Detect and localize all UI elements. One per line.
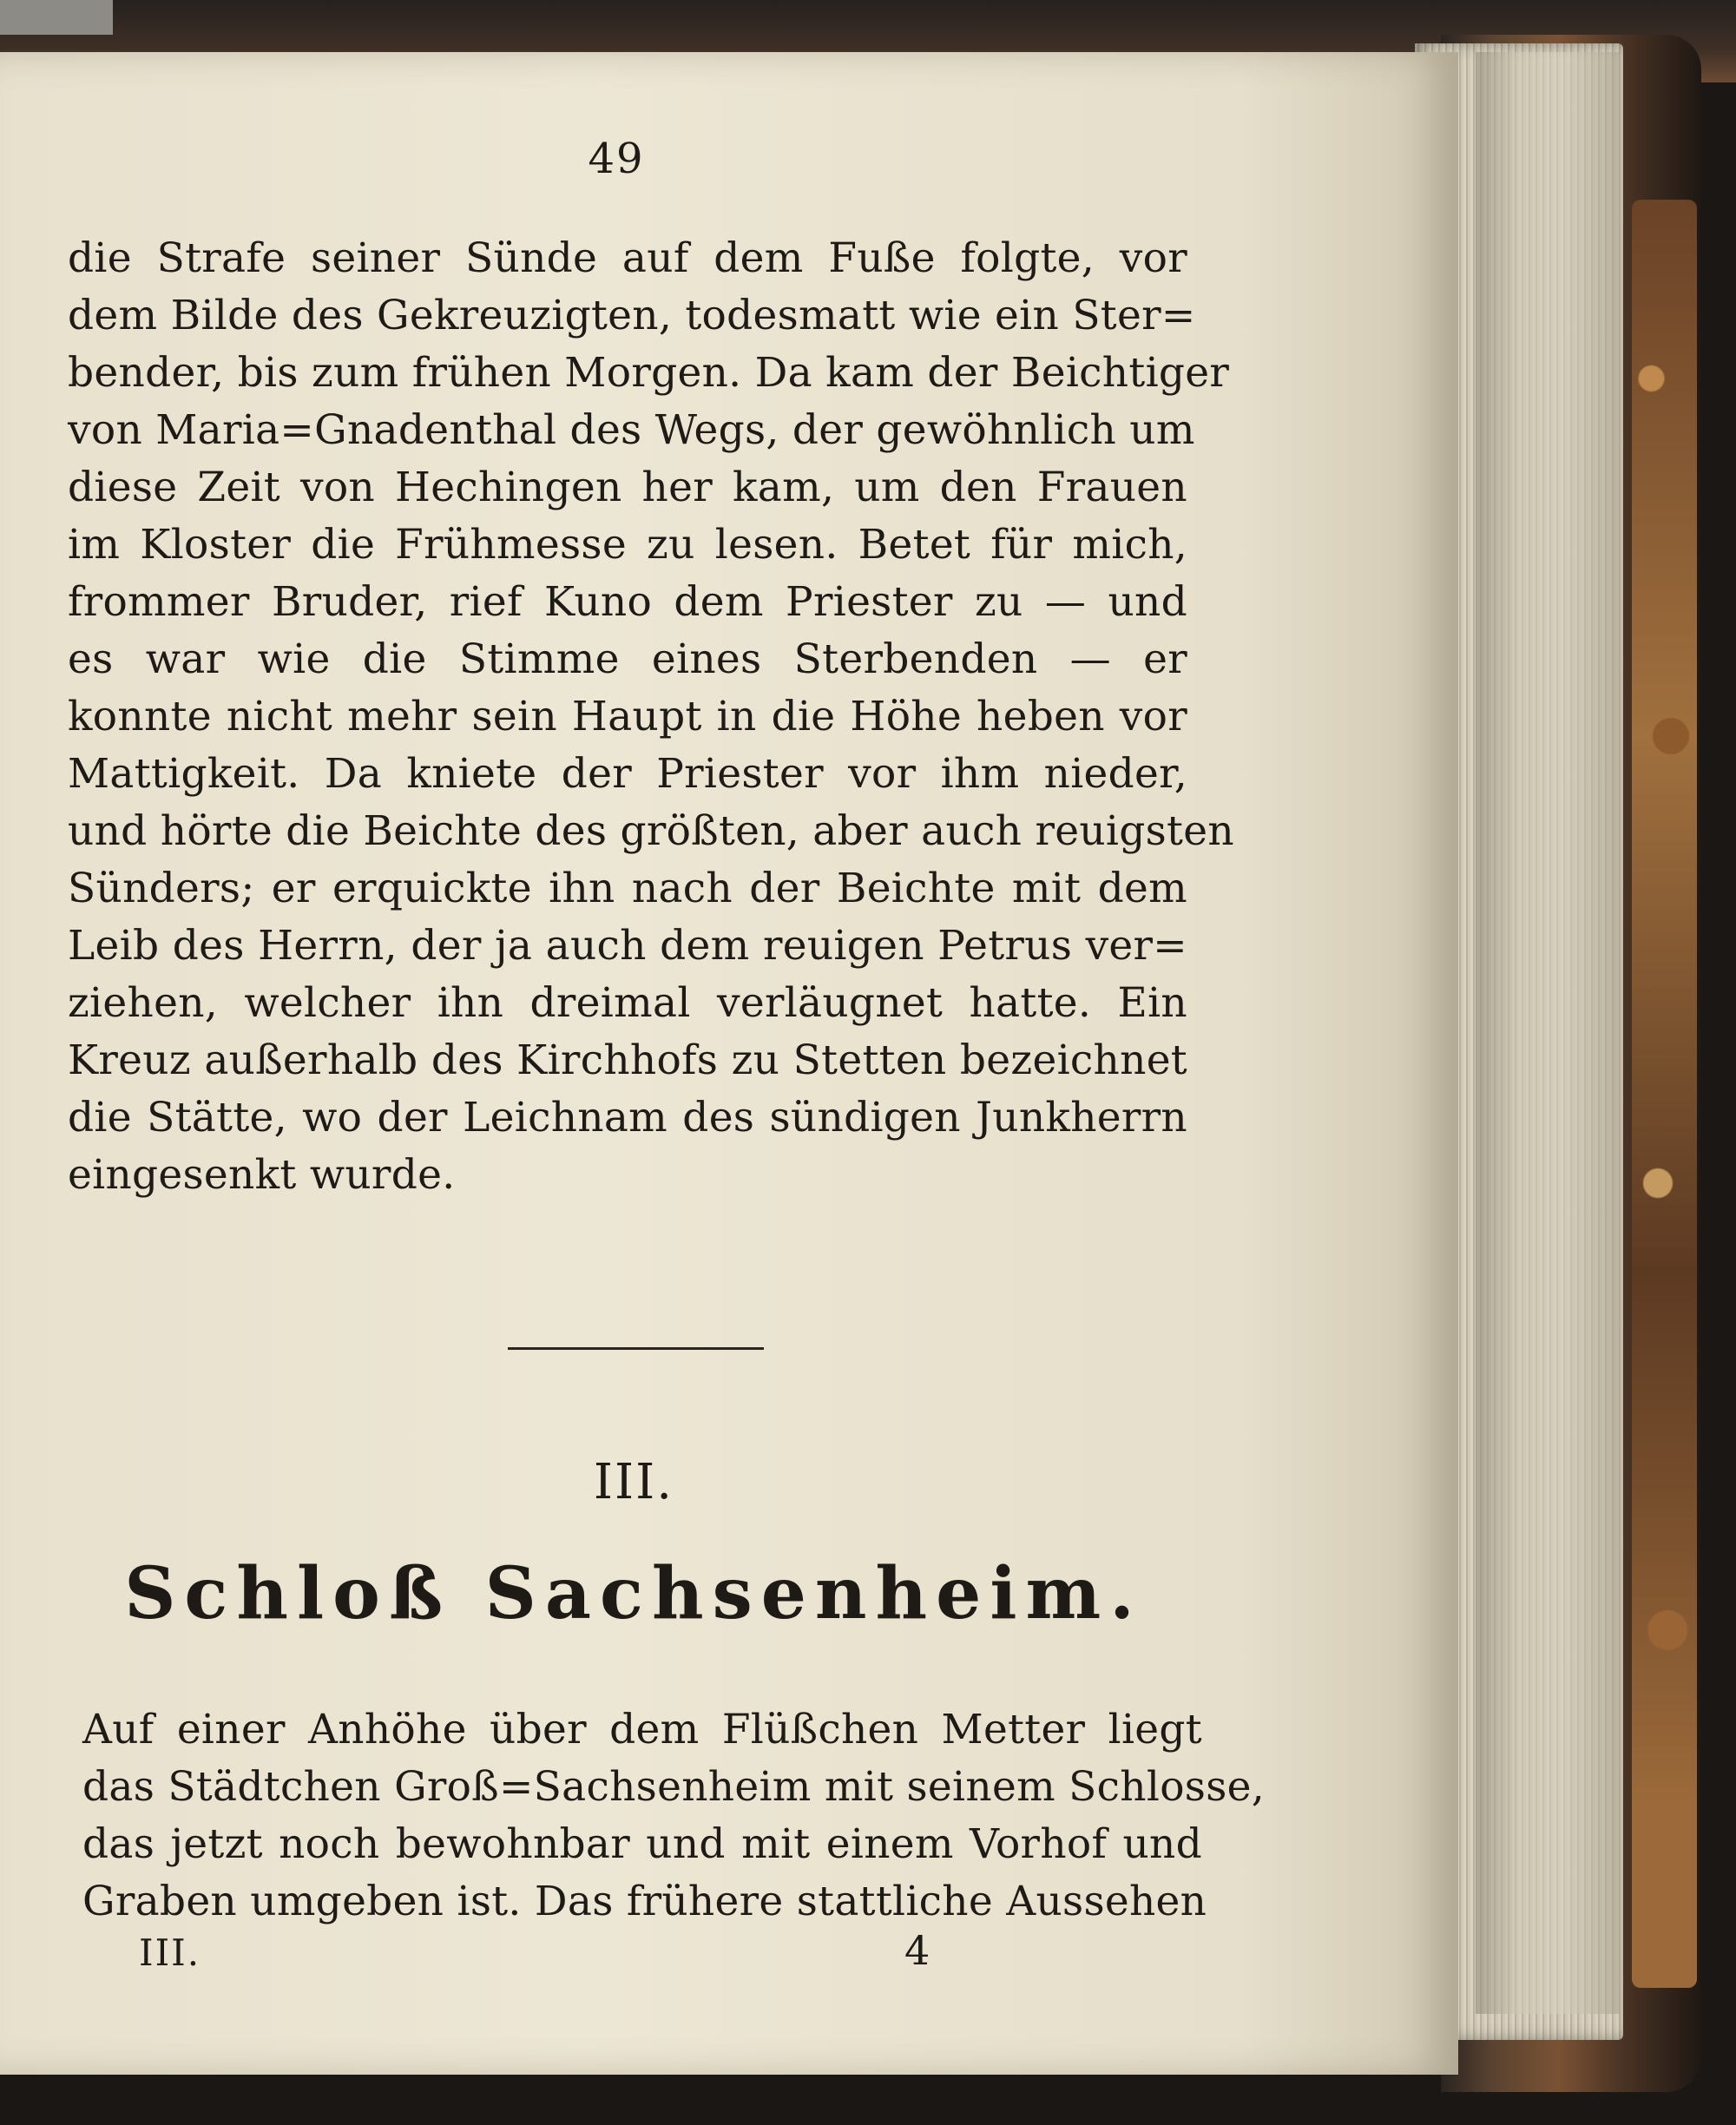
text-line: eingesenkt wurde. [68, 1151, 456, 1199]
text-line: Mattigkeit. Da kniete der Priester vor ihm nieder, [68, 750, 1187, 798]
text-line: Auf einer Anhöhe über dem Flüßchen Metter liegt [82, 1706, 1202, 1753]
section-divider [508, 1347, 764, 1350]
text-line: Leib des Herrn, der ja auch dem reuigen Petrus ver= [68, 922, 1187, 970]
background-highlight [0, 0, 113, 35]
signature-mark: III. [139, 1931, 201, 1974]
body-paragraph [68, 230, 1234, 1204]
text-line: ziehen, welcher ihn dreimal verläugnet hatte. Ein [68, 979, 1187, 1027]
chapter-paragraph [82, 1701, 1265, 1931]
marbled-cover [1632, 200, 1697, 1988]
text-line: Sünders; er erquickte ihn nach der Beichte mit dem [68, 865, 1187, 912]
text-line: es war wie die Stimme eines Sterbenden — er [68, 635, 1187, 683]
page-number: 49 [588, 135, 645, 183]
text-line: konnte nicht mehr sein Haupt in die Höhe heben vor [68, 693, 1187, 740]
text-line: von Maria=Gnadenthal des Wegs, der gewöhnlich um [68, 406, 1195, 454]
text-line: die Stätte, wo der Leichnam des sündigen Junkherrn [68, 1094, 1187, 1141]
text-line: frommer Bruder, rief Kuno dem Priester zu — und [68, 578, 1187, 626]
chapter-number: III. [593, 1454, 674, 1510]
text-line: das jetzt noch bewohnbar und mit einem Vorhof und [82, 1820, 1202, 1868]
text-line: das Städtchen Groß=Sachsenheim mit seinem Schlosse, [82, 1763, 1265, 1811]
book-page [0, 52, 1458, 2075]
text-line: diese Zeit von Hechingen her kam, um den Frauen [68, 464, 1187, 511]
text-line: Kreuz außerhalb des Kirchhofs zu Stetten bezeichnet [68, 1036, 1187, 1084]
text-line: die Strafe seiner Sünde auf dem Fuße folgte, vor [68, 234, 1187, 282]
chapter-title: Schloß Sachsenheim. [124, 1552, 1143, 1635]
page-edges-shade [1476, 52, 1619, 2014]
text-line: Graben umgeben ist. Das frühere stattliche Aussehen [82, 1878, 1207, 1925]
text-line: im Kloster die Frühmesse zu lesen. Betet für mich, [68, 521, 1187, 569]
text-line: und hörte die Beichte des größten, aber auch reuigsten [68, 807, 1234, 855]
signature-number: 4 [904, 1927, 930, 1974]
text-line: bender, bis zum frühen Morgen. Da kam der Beichtiger [68, 349, 1230, 397]
text-line: dem Bilde des Gekreuzigten, todesmatt wie ein Ster= [68, 292, 1196, 339]
